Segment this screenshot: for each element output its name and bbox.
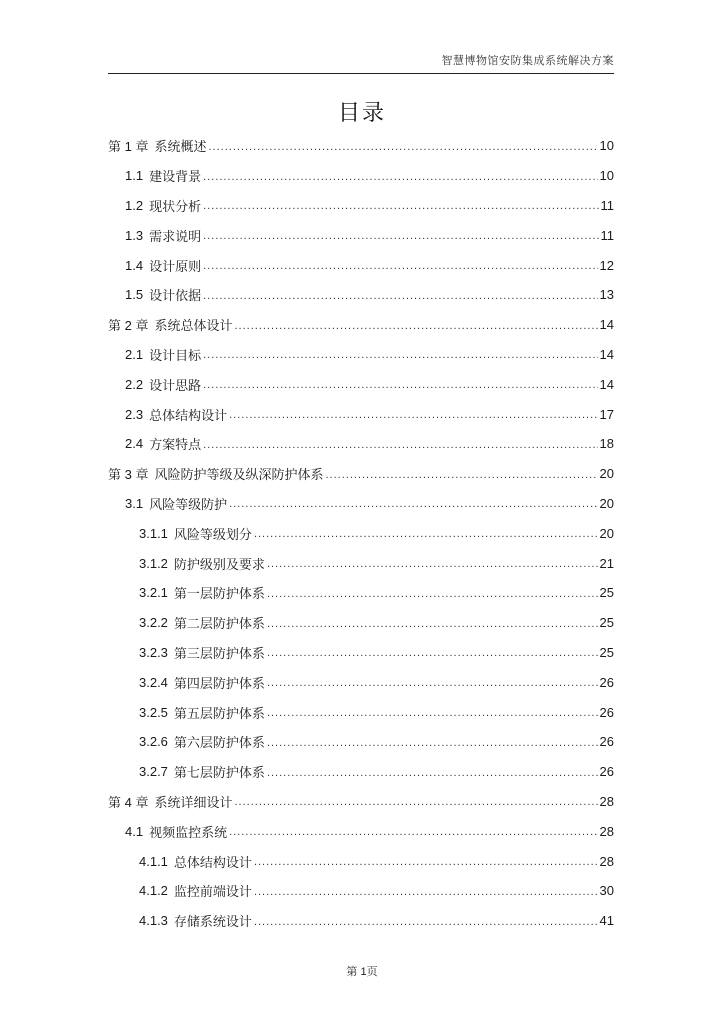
dot-leader	[267, 767, 598, 779]
dot-leader	[254, 856, 598, 868]
dot-leader	[203, 171, 597, 183]
toc-entry-label: 第四层防护体系	[173, 675, 265, 691]
toc-entry-label: 系统总体设计	[154, 318, 233, 334]
toc-entry[interactable]	[108, 369, 614, 399]
toc-entry[interactable]	[108, 876, 614, 906]
dot-leader	[234, 320, 597, 332]
toc-entry-number: 2.2	[125, 376, 144, 392]
toc-entry-number: 3.2.7	[139, 764, 168, 780]
toc-entry-label: 第七层防护体系	[173, 765, 265, 781]
dot-leader	[267, 677, 598, 689]
toc-entry-number: 1.4	[125, 257, 144, 273]
dot-leader	[229, 826, 597, 838]
toc-entry-number: 3.2.2	[139, 615, 168, 631]
dot-leader	[203, 439, 597, 451]
toc-entry-page: 28	[599, 793, 614, 809]
toc-entry-page: 28	[599, 853, 614, 869]
toc-entry[interactable]	[108, 310, 614, 340]
toc-entry-page: 26	[599, 674, 614, 690]
toc-entry-label: 第二层防护体系	[173, 616, 265, 632]
toc-entry-label: 现状分析	[149, 198, 202, 214]
toc-entry-page: 14	[599, 346, 614, 362]
toc-entry-number: 4.1.1	[139, 853, 168, 869]
toc-entry[interactable]	[108, 846, 614, 876]
toc-entry-page: 12	[599, 257, 614, 273]
toc-entry-number: 1.5	[125, 287, 144, 303]
toc-entry-page: 21	[599, 555, 614, 571]
toc-entry-number: 4.1.2	[139, 883, 168, 899]
toc-entry-number: 1.3	[125, 227, 144, 243]
toc-entry[interactable]	[108, 727, 614, 757]
toc-entry-page: 25	[599, 644, 614, 660]
toc-entry-label: 存储系统设计	[173, 914, 252, 930]
toc-entry[interactable]	[108, 787, 614, 817]
toc-entry[interactable]	[108, 429, 614, 459]
dot-leader	[267, 618, 598, 630]
toc-entry-label: 方案特点	[149, 437, 202, 453]
dot-leader	[229, 498, 597, 510]
toc-entry-label: 设计目标	[149, 347, 202, 363]
toc-entry-page: 13	[599, 287, 614, 303]
toc-entry-label: 风险防护等级及纵深防护体系	[154, 467, 324, 483]
toc-entry-page: 25	[599, 615, 614, 631]
toc-entry-page: 41	[599, 913, 614, 929]
dot-leader	[267, 588, 598, 600]
toc-entry-number: 3.2.6	[139, 734, 168, 750]
header-divider	[108, 73, 614, 74]
toc-entry-label: 风险等级划分	[173, 526, 252, 542]
toc-entry-number: 3.2.3	[139, 644, 168, 660]
toc-entry-label: 设计思路	[149, 377, 202, 393]
dot-leader	[203, 230, 598, 242]
toc-entry-number: 3.2.4	[139, 674, 168, 690]
toc-entry[interactable]	[108, 280, 614, 310]
toc-entry-page: 20	[599, 525, 614, 541]
table-of-contents	[108, 131, 614, 936]
toc-entry-label: 设计依据	[149, 288, 202, 304]
dot-leader	[267, 558, 598, 570]
toc-entry-label: 需求说明	[149, 228, 202, 244]
toc-entry-page: 10	[599, 138, 614, 154]
toc-entry-label: 视频监控系统	[149, 824, 228, 840]
toc-entry-page: 26	[599, 704, 614, 720]
dot-leader	[203, 379, 597, 391]
toc-entry-label: 系统概述	[154, 139, 207, 155]
toc-entry-label: 第五层防护体系	[173, 705, 265, 721]
toc-entry-page: 28	[599, 823, 614, 839]
toc-entry-page: 11	[600, 227, 614, 243]
toc-entry-page: 14	[599, 317, 614, 333]
toc-entry-label: 第一层防护体系	[173, 586, 265, 602]
toc-entry-number: 4.1	[125, 823, 144, 839]
dot-leader	[267, 647, 598, 659]
toc-entry-label: 系统详细设计	[154, 794, 233, 810]
toc-entry[interactable]	[108, 518, 614, 548]
toc-entry[interactable]	[108, 220, 614, 250]
toc-entry-number: 2.1	[125, 346, 144, 362]
toc-entry[interactable]	[108, 608, 614, 638]
toc-entry-page: 26	[599, 734, 614, 750]
toc-entry-number: 1.1	[125, 168, 144, 184]
dot-leader	[234, 796, 597, 808]
dot-leader	[203, 260, 597, 272]
toc-entry[interactable]	[108, 340, 614, 370]
toc-entry[interactable]	[108, 161, 614, 191]
toc-entry[interactable]	[108, 697, 614, 727]
toc-entry-page: 20	[599, 466, 614, 482]
toc-entry-number: 4.1.3	[139, 913, 168, 929]
dot-leader	[203, 200, 598, 212]
toc-entry-number: 2.4	[125, 436, 144, 452]
toc-entry-label: 总体结构设计	[173, 854, 252, 870]
dot-leader	[203, 290, 597, 302]
toc-entry-label: 监控前端设计	[173, 884, 252, 900]
toc-entry-number: 3.1.1	[139, 525, 168, 541]
dot-leader	[229, 409, 597, 421]
toc-entry-label: 防护级别及要求	[173, 556, 265, 572]
toc-entry-number: 第 3 章	[108, 467, 149, 483]
toc-entry-label: 建设背景	[149, 169, 202, 185]
dot-leader	[267, 707, 598, 719]
toc-entry[interactable]	[108, 638, 614, 668]
toc-entry-number: 3.2.1	[139, 585, 168, 601]
dot-leader	[203, 349, 597, 361]
toc-entry-number: 3.1.2	[139, 555, 168, 571]
toc-entry[interactable]	[108, 131, 614, 161]
dot-leader	[254, 528, 598, 540]
toc-entry-page: 14	[599, 376, 614, 392]
toc-entry-label: 风险等级防护	[149, 496, 228, 512]
toc-entry-page: 17	[599, 406, 614, 422]
document-header-title: 智慧博物馆安防集成系统解决方案	[441, 55, 614, 67]
toc-entry-page: 10	[599, 168, 614, 184]
toc-title: 目录	[337, 100, 386, 125]
toc-entry[interactable]	[108, 816, 614, 846]
toc-entry-label: 总体结构设计	[149, 407, 228, 423]
toc-entry[interactable]	[108, 757, 614, 787]
toc-entry[interactable]	[108, 250, 614, 280]
toc-entry-page: 26	[599, 764, 614, 780]
toc-entry[interactable]	[108, 399, 614, 429]
toc-entry-page: 18	[599, 436, 614, 452]
toc-entry-number: 3.1	[125, 495, 144, 511]
page-number: 第 1页	[346, 966, 378, 978]
toc-entry-number: 3.2.5	[139, 704, 168, 720]
dot-leader	[325, 469, 597, 481]
toc-entry-number: 第 2 章	[108, 318, 149, 334]
dot-leader	[254, 886, 598, 898]
toc-entry-number: 1.2	[125, 197, 144, 213]
toc-entry[interactable]	[108, 489, 614, 519]
dot-leader	[267, 737, 598, 749]
toc-entry-number: 第 4 章	[108, 794, 149, 810]
toc-entry-page: 11	[600, 197, 614, 213]
dot-leader	[254, 916, 598, 928]
toc-entry-label: 第六层防护体系	[173, 735, 265, 751]
toc-entry[interactable]	[108, 459, 614, 489]
toc-entry[interactable]	[108, 667, 614, 697]
dot-leader	[208, 141, 597, 153]
toc-entry[interactable]	[108, 578, 614, 608]
toc-entry-page: 30	[599, 883, 614, 899]
toc-entry[interactable]	[108, 548, 614, 578]
toc-entry-number: 第 1 章	[108, 139, 149, 155]
toc-entry-number: 2.3	[125, 406, 144, 422]
toc-entry-label: 设计原则	[149, 258, 202, 274]
toc-entry-label: 第三层防护体系	[173, 645, 265, 661]
toc-entry[interactable]	[108, 906, 614, 936]
toc-entry-page: 20	[599, 495, 614, 511]
toc-entry-page: 25	[599, 585, 614, 601]
toc-entry[interactable]	[108, 191, 614, 221]
